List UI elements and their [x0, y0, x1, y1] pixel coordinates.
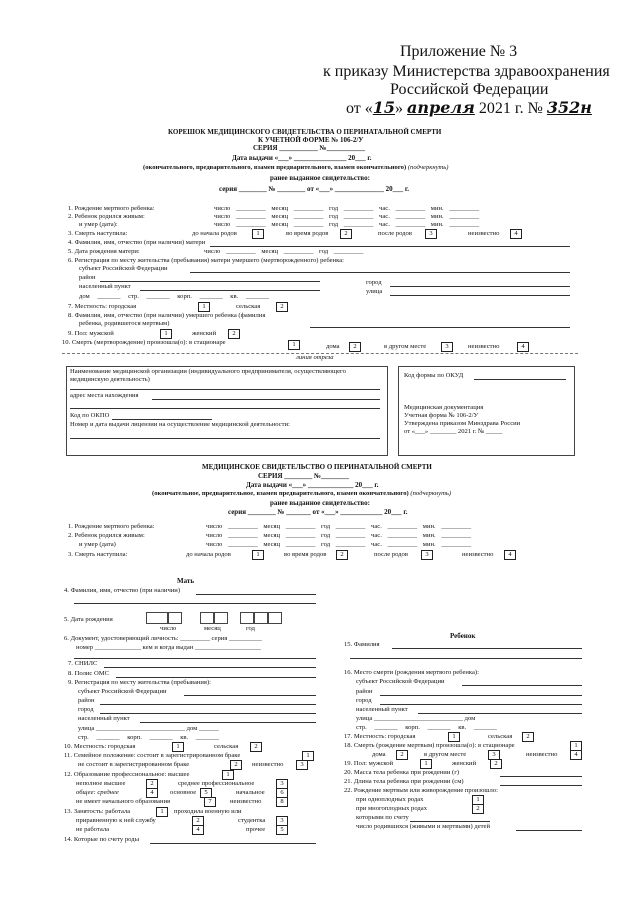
mother-r12c: среднее профессиональное [178, 780, 255, 787]
child-r17: 17. Местность: городская [344, 733, 416, 740]
federation-line: Российской Федерации [390, 81, 549, 98]
child-multi-box[interactable]: 2 [472, 804, 484, 814]
okud-approved: Утверждена приказом Минздрава России [404, 420, 521, 427]
org-extra-line[interactable] [70, 408, 380, 409]
child-place-box-1[interactable]: 1 [570, 741, 582, 751]
mother-edu-box-5[interactable]: 5 [200, 788, 212, 798]
mother-r13b: проходила военную или [174, 808, 242, 815]
mother-r9b: район [78, 697, 95, 704]
mother-r9a: субъект Российской Федерации [78, 688, 167, 695]
cert-row-2b: и умер (дата) [79, 541, 116, 548]
mother-r6-line[interactable] [74, 658, 316, 659]
child-r18b: дома [372, 751, 386, 758]
mother-edu-box-8[interactable]: 8 [276, 797, 288, 807]
cert-row-1 [68, 523, 155, 531]
mother-r12 [64, 771, 189, 779]
mother-r12e: основное [170, 789, 197, 796]
stub-place-box-1[interactable]: 1 [288, 340, 300, 350]
mother-r13: 13. Занятость: работала [64, 808, 131, 815]
cert-issue-date: Дата выдачи «___» _____________ 20___ г. [246, 481, 379, 489]
date-day: 15 [372, 98, 396, 117]
child-r16a: субъект Российской Федерации [356, 678, 445, 685]
num: 5. [68, 248, 73, 255]
child-single-box[interactable]: 1 [472, 795, 484, 805]
mother-r6b: номер ______________ кем и когда выдан ____________________ [76, 644, 261, 651]
mother-job-box-4[interactable]: 4 [192, 825, 204, 835]
mother-dob-month-box[interactable] [200, 612, 214, 624]
cert-death-during: во время родов [284, 551, 327, 558]
child-r15-line2[interactable] [350, 658, 582, 659]
stub-row-10 [62, 339, 226, 347]
mother-dob-year-box[interactable] [240, 612, 254, 624]
child-r18c: в другом месте [424, 751, 467, 758]
stub-rural: сельская [236, 303, 261, 310]
mother-r14-line[interactable] [150, 843, 316, 844]
mother-job-box-5[interactable]: 5 [276, 825, 288, 835]
child-r16c: город [356, 697, 372, 704]
stub-issue-date: Дата выдачи «___» _______________ 20___ г. [232, 154, 372, 162]
mother-dob-month-box2[interactable] [214, 612, 228, 624]
child-r15: 15. Фамилия [344, 641, 380, 648]
stub-row-9 [68, 330, 114, 338]
mother-r13d: студентка [238, 817, 266, 824]
mother-r9e: улица ___________________________ дом ______ [78, 725, 219, 732]
child-place-box-3[interactable]: 3 [488, 750, 500, 760]
mother-r12b: неполное высшее [76, 780, 126, 787]
stub-place-box-3[interactable]: 3 [441, 342, 453, 352]
cert-death-unknown: неизвестно [462, 551, 494, 558]
mother-r12f: начальное [236, 789, 265, 796]
mother-dob-year-box3[interactable] [268, 612, 282, 624]
label: Пол: мужской [74, 330, 114, 337]
okud-doc: Медицинская документация [404, 404, 484, 411]
cert-row-2 [68, 532, 145, 540]
child-r19: 19. Пол: мужской [344, 760, 394, 767]
stub-row-5 [68, 248, 140, 256]
stub-district-line[interactable] [100, 281, 320, 282]
child-r20: 20. Масса тела ребенка при рождении (г) [344, 769, 460, 776]
cert-series: СЕРИЯ ________ №________ [258, 472, 350, 480]
mother-oms: 8. Полис ОМС [68, 670, 109, 677]
stub-row-1 [68, 205, 155, 213]
stub-death-before: до начала родов [192, 230, 237, 237]
mother-marital-unknown-box[interactable]: 3 [296, 760, 308, 770]
stub-row-8b: ребенка, родившегося мертвым) [79, 320, 170, 327]
stub-district: район [79, 274, 96, 281]
mother-rural: сельская [214, 743, 239, 750]
stub-death-after: после родов [378, 230, 412, 237]
mother-r9a-line[interactable] [184, 695, 316, 696]
stub-death-during: во время родов [286, 230, 329, 237]
child-place-box-2[interactable]: 2 [396, 750, 408, 760]
mother-married-box[interactable]: 1 [302, 751, 314, 761]
stub-row-5-fields: число _________ месяц _________ год _________ [204, 248, 364, 255]
org-okpo-line[interactable] [112, 419, 212, 420]
label: Регистрация по месту жительства (пребывания) матери умершего (мертворожденного) ребенка: [74, 257, 344, 264]
mother-r12d: общее: среднее [76, 789, 119, 796]
okud-line[interactable] [474, 379, 566, 380]
cut-line-label: линия отреза [296, 354, 334, 361]
mother-r13c: приравненную к ней службу [76, 817, 156, 824]
cert-title: МЕДИЦИНСКОЕ СВИДЕТЕЛЬСТВО О ПЕРИНАТАЛЬНОЙ СМЕРТИ [202, 463, 432, 471]
stub-subject: субъект Российской Федерации [79, 265, 168, 272]
stub-death-box-3[interactable]: 3 [425, 229, 437, 239]
cert-row-3: 3. Смерть наступила: [68, 551, 128, 558]
stub-row-8-line[interactable] [310, 327, 570, 328]
stub-male-box[interactable]: 1 [160, 329, 172, 339]
num: 7. [68, 303, 73, 310]
okud-code: Код формы по ОКУД [404, 372, 464, 379]
label: Дата рождения матери: [74, 248, 140, 255]
stub-row-6 [68, 257, 344, 265]
stub-row-3 [68, 230, 127, 238]
org-license: Номер и дата выдачи лицензии на осуществление медицинской деятельности: [70, 421, 290, 428]
mother-r13f: прочее [246, 826, 266, 833]
stub-row-2-fields: число _________ месяц _________ год _________ час. _________ мин. _________ [214, 213, 480, 220]
stub-row-2b-fields: число _________ месяц _________ год _________ час. _________ мин. _________ [214, 221, 480, 228]
num: 1. [68, 523, 73, 530]
label: Смерть (мертворождение) произошла(о): в стационаре [71, 339, 226, 346]
mother-snils: 7. СНИЛС [68, 660, 98, 667]
mother-r12g: не имеет начального образования [76, 798, 171, 805]
child-male-box[interactable]: 1 [420, 759, 432, 769]
child-r16e: улица ___________________________ дом [356, 715, 476, 722]
num: 6. [68, 257, 73, 264]
stub-city: город [366, 279, 382, 286]
stub-subject-line[interactable] [190, 272, 570, 273]
mother-r6: 6. Документ, удостоверяющий личность: _________ серия __________ [64, 635, 262, 642]
mother-r9d: населенный пункт [78, 715, 130, 722]
stub-kind-text: (окончательного, предварительного, взамен предварительного, взамен окончательного) [143, 164, 407, 171]
label: Фамилия, имя, отчество (при наличии) матери [74, 239, 206, 246]
date-year: 2021 г. № [478, 100, 543, 117]
cert-prev-series: серия ________ № _______ от «___» ____________ 20___ г. [228, 508, 408, 516]
child-r16: 16. Место смерти (рождения мертвого ребенка): [344, 669, 479, 676]
date-mid: » [395, 100, 404, 117]
mother-edu-box-2[interactable]: 2 [146, 779, 158, 789]
cert-death-after: после родов [374, 551, 408, 558]
cert-death-box-1[interactable]: 1 [252, 550, 264, 560]
mother-job-box-2[interactable]: 2 [192, 816, 204, 826]
okud-form: Учетная форма № 106-2/У [404, 412, 479, 419]
stub-place-box-2[interactable]: 2 [349, 342, 361, 352]
mother-r9f: стр. _______ корп. _______ кв. _______ [78, 734, 219, 741]
child-r20-line[interactable] [500, 776, 582, 777]
num: 3. [68, 230, 73, 237]
mother-rural-box[interactable]: 2 [250, 742, 262, 752]
child-r21-line[interactable] [500, 785, 582, 786]
cert-death-box-3[interactable]: 3 [421, 550, 433, 560]
date-prefix: от « [346, 100, 373, 117]
mother-r10: 10. Местность: городская [64, 743, 136, 750]
mother-dob-day-box[interactable] [146, 612, 168, 624]
child-r16f: стр. _______ корп. _______ кв. _______ [356, 724, 497, 731]
num: 4. [68, 239, 73, 246]
mother-oms-line[interactable] [116, 677, 316, 678]
child-r22c: которыми по счету [356, 814, 409, 821]
mother-dob-label-day: число [160, 625, 177, 632]
order-line: к приказу Министерства здравоохранения [323, 63, 610, 80]
child-r15-line[interactable] [392, 648, 582, 649]
stub-prev: ранее выданное свидетельство: [270, 174, 370, 182]
stub-house: дом _______ стр. _______ корп. _______ кв. _______ [79, 293, 269, 300]
child-r22d-line[interactable] [516, 830, 582, 831]
stub-death-box-2[interactable]: 2 [340, 229, 352, 239]
mother-unmarried-box[interactable]: 2 [230, 760, 242, 770]
stub-row-4-line[interactable] [210, 246, 570, 247]
num: 9. [68, 330, 73, 337]
mother-r4-line2[interactable] [74, 603, 316, 604]
child-r19b: женский [452, 760, 477, 767]
stub-street: улица [366, 288, 383, 295]
mother-urban-box[interactable]: 1 [172, 742, 184, 752]
stub-city-line[interactable] [390, 286, 570, 287]
child-place-box-4[interactable]: 4 [570, 750, 582, 760]
cert-row-2-fields: число _________ месяц _________ год _________ час. _________ мин. _________ [206, 532, 472, 539]
label: Рождение мертвого ребенка: [74, 523, 155, 530]
mother-dob-day-box2[interactable] [168, 612, 182, 624]
stub-row-4 [68, 239, 205, 247]
child-r18d: неизвестно [526, 751, 558, 758]
okud-date: от «___» ________ 2021 г. № _____ [404, 428, 503, 435]
date-number: 352н [546, 98, 592, 117]
child-r22: 22. Рождение мертвым или живорождение произошло: [344, 787, 498, 794]
mother-dob-year-box2[interactable] [254, 612, 268, 624]
stub-street-line[interactable] [390, 295, 570, 296]
stub-urban-box[interactable]: 1 [198, 302, 210, 312]
stub-death-box-4[interactable]: 4 [510, 229, 522, 239]
mother-r11b: не состоит в зарегистрированном браке [78, 761, 190, 768]
mother-r4: 4. Фамилия, имя, отчество (при наличии) [64, 587, 181, 594]
child-female-box[interactable]: 2 [490, 759, 502, 769]
cert-death-before: до начала родов [186, 551, 231, 558]
child-r22a: при одноплодных родах [356, 796, 424, 803]
child-r22b: при многоплодных родах [356, 805, 428, 812]
mother-r9: 9. Регистрация по месту жительства (пребывания): [68, 679, 211, 686]
mother-job-box-1[interactable]: 1 [156, 807, 168, 817]
num: 2. [68, 213, 73, 220]
child-urban-box[interactable]: 1 [448, 732, 460, 742]
cert-death-box-2[interactable]: 2 [336, 550, 348, 560]
cert-kind-hint: (подчеркнуть) [410, 490, 452, 497]
child-r16b: район [356, 688, 373, 695]
stub-row-2 [68, 213, 145, 221]
child-r16d-line[interactable] [418, 713, 582, 714]
mother-r12-text: 12. Образование профессиональное: высшее [64, 771, 190, 778]
child-title: Ребенок [450, 632, 476, 640]
mother-edu-box-4[interactable]: 4 [146, 788, 158, 798]
order-date [346, 98, 592, 119]
num: 1. [68, 205, 73, 212]
cert-death-box-4[interactable]: 4 [504, 550, 516, 560]
mother-r11: 11. Семейное положение: состоит в зарегистрированном браке [64, 752, 241, 759]
stub-row-8 [68, 312, 265, 320]
date-month: апреля [407, 98, 475, 117]
mother-edu-box-6[interactable]: 6 [276, 788, 288, 798]
child-r16c-line[interactable] [380, 704, 582, 705]
stub-death-box-1[interactable]: 1 [252, 229, 264, 239]
mother-edu-box-3[interactable]: 3 [276, 779, 288, 789]
org-address-line[interactable] [152, 399, 380, 400]
mother-job-box-3[interactable]: 3 [276, 816, 288, 826]
org-name: Наименование медицинской организации (индивидуального предпринимателя, осуществляющего медицинскую деятельность) [70, 368, 346, 383]
label: Фамилия, имя, отчество (при наличии) умершего ребенка (фамилия [74, 312, 266, 319]
cert-kind-text: (окончательное, предварительное, взамен предварительного, взамен окончательного) [152, 490, 409, 497]
child-r22d: число родившихся (живыми и мертвыми) детей [356, 823, 490, 830]
cert-kind [152, 490, 451, 498]
mother-r9d-line[interactable] [140, 722, 316, 723]
mother-r9c: город [78, 706, 94, 713]
mother-r5: 5. Дата рождения [64, 616, 113, 623]
stub-locality: населенный пункт [79, 283, 131, 290]
mother-dob-label-year: год [246, 625, 256, 632]
label: Смерть наступила: [74, 230, 128, 237]
mother-r13e: не работала [76, 826, 110, 833]
cert-prev: ранее выданное свидетельство: [270, 499, 370, 507]
org-address: адрес места нахождения [70, 392, 139, 399]
child-r16b-line[interactable] [380, 695, 582, 696]
stub-row-7 [68, 303, 136, 311]
child-r21: 21. Длина тела ребенка при рождении (см) [344, 778, 464, 785]
num: 2. [68, 532, 73, 539]
stub-series: СЕРИЯ ___________ №___________ [253, 144, 366, 152]
child-r18: 18. Смерть (рождение мертвым) произошла(о): в стационаре [344, 742, 515, 749]
org-license-line[interactable] [70, 438, 380, 439]
label: Местность: городская [74, 303, 137, 310]
stub-place-other: в другом месте [384, 343, 427, 350]
num: 10. [62, 339, 71, 346]
mother-dob-label-month: месяц [204, 625, 221, 632]
child-r16d: населенный пункт [356, 706, 408, 713]
cert-row-2b-fields: число _________ месяц _________ год _________ час. _________ мин. _________ [206, 541, 472, 548]
stub-subtitle: К УЧЕТНОЙ ФОРМЕ № 106-2/У [258, 136, 364, 144]
child-rural-box[interactable]: 2 [522, 732, 534, 742]
stub-female: женский [192, 330, 217, 337]
mother-snils-line[interactable] [104, 667, 316, 668]
stub-place-home: дома [326, 343, 340, 350]
stub-female-box[interactable]: 2 [228, 329, 240, 339]
stub-row-2b: и умер (дата): [79, 221, 118, 228]
org-okpo: Код по ОКПО [70, 412, 110, 419]
mother-r14: 14. Которые по счету роды [64, 836, 140, 843]
num: 8. [68, 312, 73, 319]
mother-r9b-line[interactable] [100, 704, 316, 705]
child-rural: сельская [488, 733, 513, 740]
stub-death-unknown: неизвестно [468, 230, 500, 237]
label: Ребенок родился живым: [74, 213, 145, 220]
stub-rural-box[interactable]: 2 [276, 302, 288, 312]
mother-r9c-line[interactable] [100, 713, 316, 714]
child-r22c-line[interactable] [410, 821, 490, 822]
mother-edu-box-7[interactable]: 7 [204, 797, 216, 807]
mother-r12h: неизвестно [230, 798, 262, 805]
child-r16a-line[interactable] [462, 685, 582, 686]
stub-place-unknown: неизвестно [468, 343, 500, 350]
mother-r11c: неизвестно [252, 761, 284, 768]
label: Рождение мертвого ребенка: [74, 205, 155, 212]
stub-row-1-fields: число _________ месяц _________ год _________ час. _________ мин. _________ [214, 205, 480, 212]
appendix-title: Приложение № 3 [400, 43, 518, 60]
stub-place-box-4[interactable]: 4 [517, 342, 529, 352]
cert-row-1-fields: число _________ месяц _________ год _________ час. _________ мин. _________ [206, 523, 472, 530]
stub-kind-hint: (подчеркнуть) [407, 164, 449, 171]
org-name-line[interactable] [70, 389, 380, 390]
mother-r4-line[interactable] [196, 594, 316, 595]
mother-title: Мать [177, 577, 195, 585]
stub-locality-line[interactable] [140, 290, 320, 291]
stub-title: КОРЕШОК МЕДИЦИНСКОГО СВИДЕТЕЛЬСТВА О ПЕРИНАТАЛЬНОЙ СМЕРТИ [168, 128, 442, 136]
stub-prev-series: серия ________ № ________ от «___» ______________ 20___ г. [219, 185, 410, 193]
label: Ребенок родился живым: [74, 532, 145, 539]
stub-kind [143, 164, 448, 172]
mother-edu-box-1[interactable]: 1 [222, 770, 234, 780]
